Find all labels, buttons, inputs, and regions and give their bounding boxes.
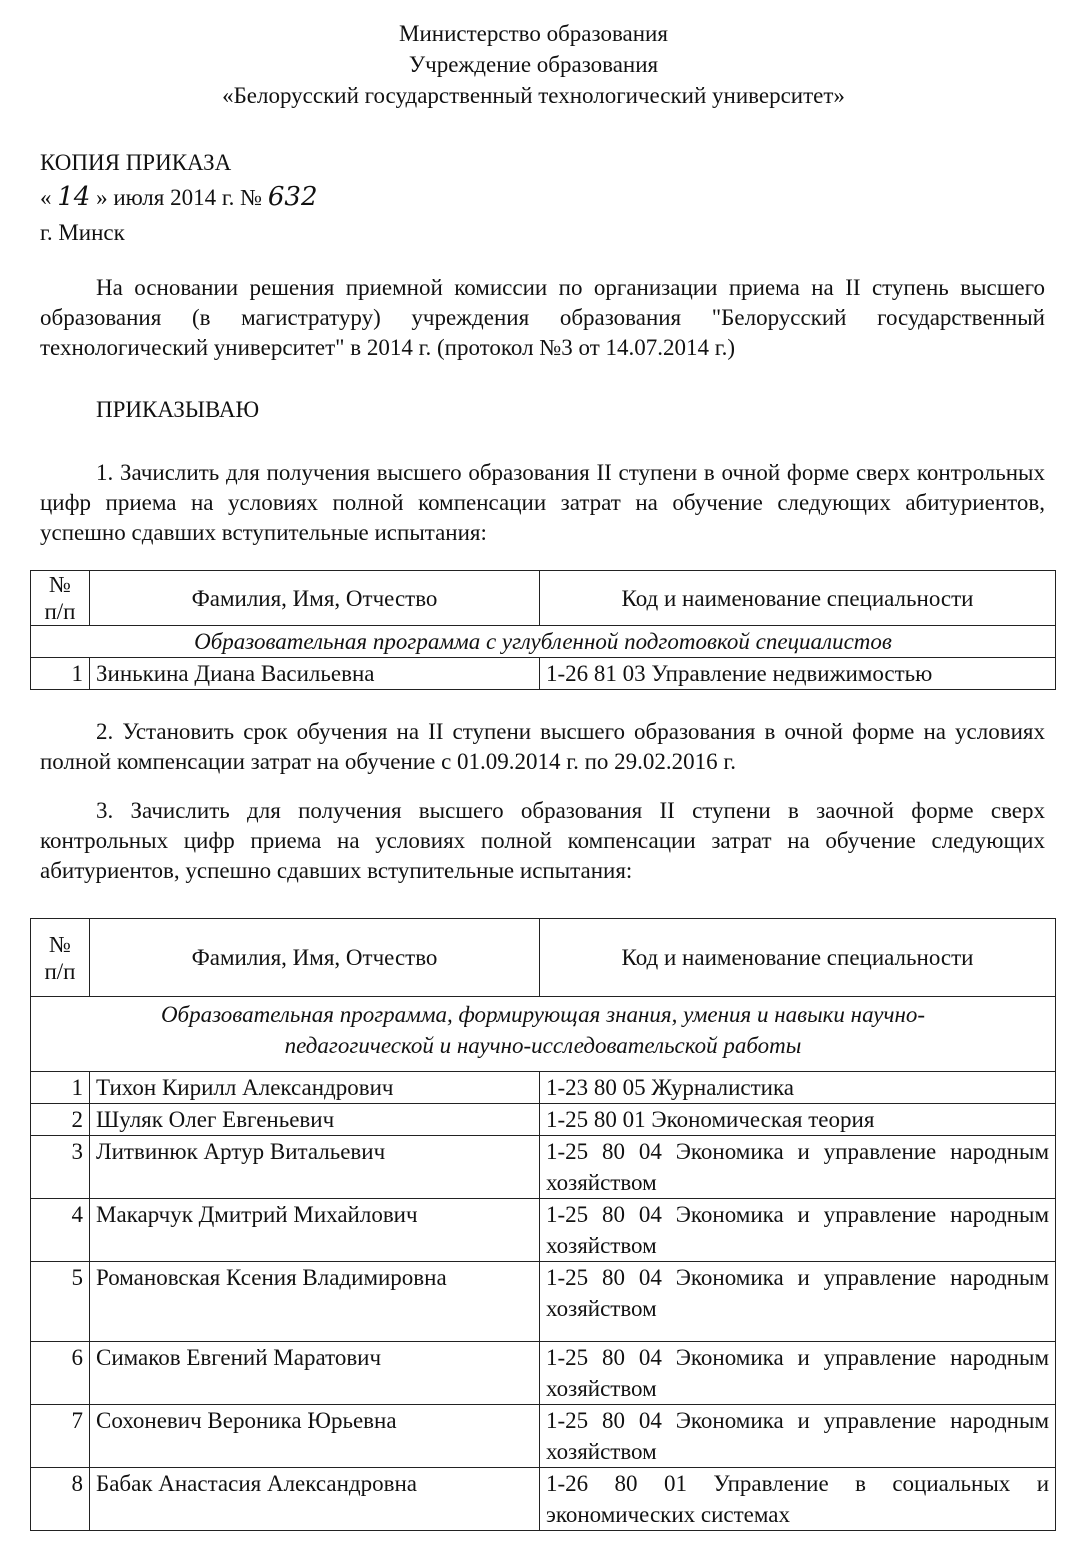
header-num: № п/п <box>31 571 90 626</box>
handwritten-day: 14 <box>57 182 91 212</box>
row-spec: 1-25 80 01 Экономическая теория <box>540 1104 1056 1136</box>
row-name: Симаков Евгений Маратович <box>90 1342 540 1405</box>
header-spec: Код и наименование специальности <box>540 919 1056 997</box>
program-row <box>31 997 1056 1072</box>
row-spec: 1-25 80 04 Экономика и управление народным хозяйством <box>540 1262 1056 1342</box>
row-num: 7 <box>31 1405 90 1468</box>
row-name: Литвинюк Артур Витальевич <box>90 1136 540 1199</box>
row-spec: 1-23 80 05 Журналистика <box>540 1072 1056 1104</box>
table-row <box>31 1342 1056 1405</box>
decree-heading: ПРИКАЗЫВАЮ <box>96 397 260 422</box>
program-row <box>31 626 1056 658</box>
row-name: Шуляк Олег Евгеньевич <box>90 1104 540 1136</box>
program-title: Образовательная программа с углубленной подготовкой специалистов <box>31 626 1056 658</box>
table-row <box>31 1468 1056 1531</box>
table-row <box>31 1199 1056 1262</box>
row-name: Сохоневич Вероника Юрьевна <box>90 1405 540 1468</box>
row-num: 1 <box>31 658 90 690</box>
row-spec: 1-25 80 04 Экономика и управление народным хозяйством <box>540 1199 1056 1262</box>
header-name: Фамилия, Имя, Отчество <box>90 571 540 626</box>
row-num: 4 <box>31 1199 90 1262</box>
order-city: г. Минск <box>40 220 125 245</box>
row-spec: 1-25 80 04 Экономика и управление народным хозяйством <box>540 1405 1056 1468</box>
program-title: Образовательная программа, формирующая знания, умения и навыки научно-педагогической и научно-исследовательской работы <box>31 997 1056 1072</box>
row-num: 6 <box>31 1342 90 1405</box>
table-row <box>31 1072 1056 1104</box>
university-name: «Белорусский государственный технологический университет» <box>222 83 845 108</box>
table-row <box>31 1104 1056 1136</box>
order-meta <box>40 145 318 250</box>
row-spec: 1-26 81 03 Управление недвижимостью <box>540 658 1056 690</box>
table-row <box>31 1136 1056 1199</box>
row-spec: 1-26 80 01 Управление в социальных и экономических системах <box>540 1468 1056 1531</box>
row-num: 1 <box>31 1072 90 1104</box>
table-full-time <box>30 570 1056 690</box>
row-num: 5 <box>31 1262 90 1342</box>
preamble-paragraph: На основании решения приемной комиссии по организации приема на II ступень высшего образования (в магистратуру) учреждения образования "Белорусский государственный технологический университет" в 2014 г. (протокол №3 от 14.07.2014 г.) <box>40 275 1045 360</box>
row-spec: 1-25 80 04 Экономика и управление народным хозяйством <box>540 1342 1056 1405</box>
table-part-time <box>30 918 1056 1531</box>
table-header-row <box>31 571 1056 626</box>
row-num: 8 <box>31 1468 90 1531</box>
table-header-row <box>31 919 1056 997</box>
table-row <box>31 1405 1056 1468</box>
ministry-line: Министерство образования <box>399 21 668 46</box>
row-name: Тихон Кирилл Александрович <box>90 1072 540 1104</box>
table-row <box>31 1262 1056 1342</box>
row-name: Макарчук Дмитрий Михайлович <box>90 1199 540 1262</box>
header-num: № п/п <box>31 919 90 997</box>
row-name: Бабак Анастасия Александровна <box>90 1468 540 1531</box>
item-1-paragraph: 1. Зачислить для получения высшего образования II ступени в очной форме сверх контрольных цифр приема на условиях полной компенсации затрат на обучение следующих абитуриентов, успешно сдавших вступительные испытания: <box>40 460 1045 545</box>
date-prefix: « <box>40 185 52 210</box>
header-name: Фамилия, Имя, Отчество <box>90 919 540 997</box>
order-date-line <box>40 180 318 215</box>
order-title: КОПИЯ ПРИКАЗА <box>40 150 232 175</box>
institution-line: Учреждение образования <box>408 52 659 77</box>
row-name: Романовская Ксения Владимировна <box>90 1262 540 1342</box>
row-num: 2 <box>31 1104 90 1136</box>
item-2-paragraph: 2. Установить срок обучения на II ступени высшего образования в очной форме на условиях полной компенсации затрат на обучение с 01.09.2014 г. по 29.02.2016 г. <box>40 719 1045 774</box>
header-spec: Код и наименование специальности <box>540 571 1056 626</box>
date-middle: » июля 2014 г. № <box>96 185 263 210</box>
document-header <box>0 18 1067 111</box>
row-num: 3 <box>31 1136 90 1199</box>
item-3-paragraph: 3. Зачислить для получения высшего образования II ступени в заочной форме сверх контрольных цифр приема на условиях полной компенсации затрат на обучение следующих абитуриентов, успешно сдавших вступительные испытания: <box>40 798 1045 883</box>
table-row <box>31 658 1056 690</box>
handwritten-order-number: 632 <box>267 182 318 212</box>
row-name: Зинькина Диана Васильевна <box>90 658 540 690</box>
row-spec: 1-25 80 04 Экономика и управление народным хозяйством <box>540 1136 1056 1199</box>
